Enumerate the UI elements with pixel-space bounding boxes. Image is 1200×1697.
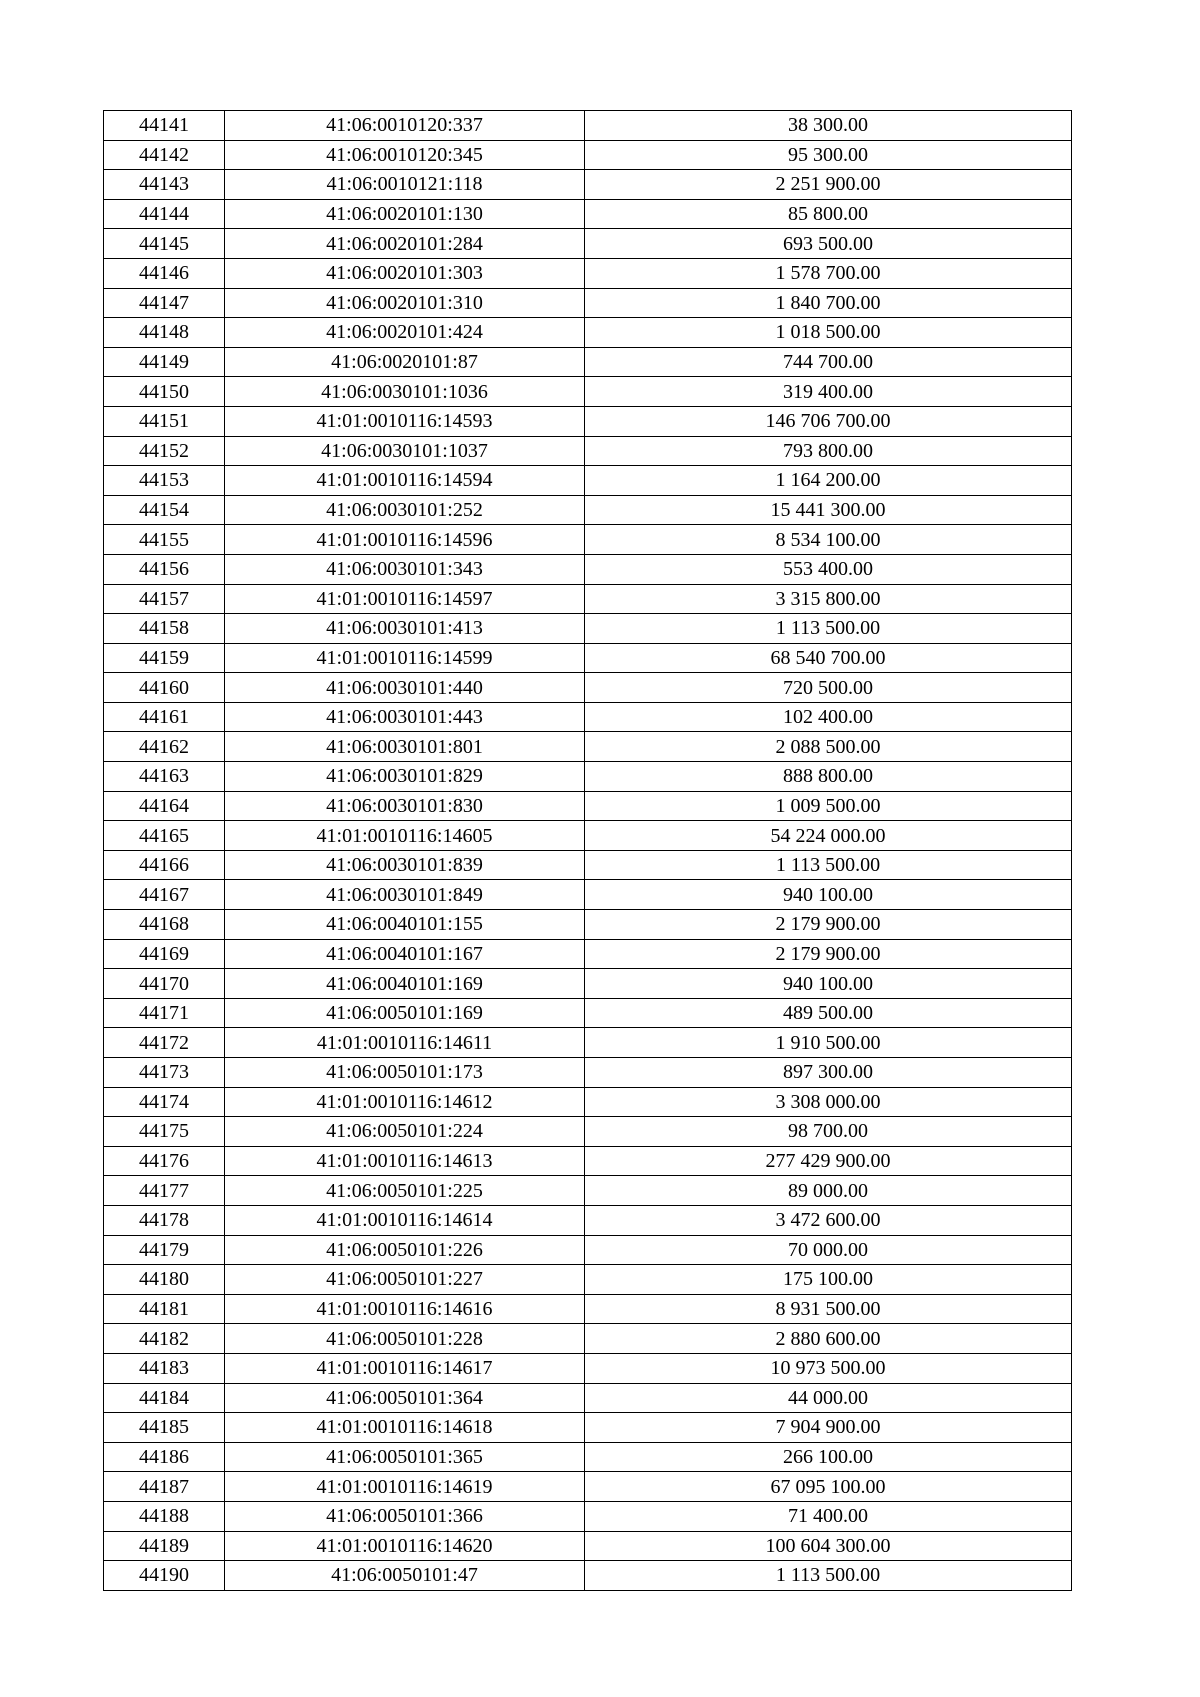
cadastral-value-cell: 7 904 900.00 xyxy=(585,1413,1072,1443)
table-row xyxy=(104,406,1072,436)
cadastral-value-cell: 44 000.00 xyxy=(585,1383,1072,1413)
row-number-cell: 44183 xyxy=(104,1353,225,1383)
cadastral-number-cell: 41:06:0040101:167 xyxy=(225,939,585,969)
cadastral-value-cell: 175 100.00 xyxy=(585,1265,1072,1295)
cadastral-number-cell: 41:06:0030101:829 xyxy=(225,762,585,792)
table-row xyxy=(104,791,1072,821)
table-row xyxy=(104,554,1072,584)
cadastral-number-cell: 41:01:0010116:14620 xyxy=(225,1531,585,1561)
table-row xyxy=(104,111,1072,141)
cadastral-number-cell: 41:01:0010116:14593 xyxy=(225,406,585,436)
table-row xyxy=(104,850,1072,880)
row-number-cell: 44157 xyxy=(104,584,225,614)
cadastral-value-cell: 1 113 500.00 xyxy=(585,614,1072,644)
cadastral-value-cell: 888 800.00 xyxy=(585,762,1072,792)
cadastral-number-cell: 41:06:0030101:440 xyxy=(225,673,585,703)
cadastral-number-cell: 41:06:0040101:155 xyxy=(225,910,585,940)
cadastral-value-cell: 2 088 500.00 xyxy=(585,732,1072,762)
table-row xyxy=(104,140,1072,170)
cadastral-number-cell: 41:01:0010116:14612 xyxy=(225,1087,585,1117)
row-number-cell: 44164 xyxy=(104,791,225,821)
cadastral-number-cell: 41:01:0010116:14594 xyxy=(225,466,585,496)
row-number-cell: 44142 xyxy=(104,140,225,170)
row-number-cell: 44172 xyxy=(104,1028,225,1058)
table-row xyxy=(104,1028,1072,1058)
cadastral-number-cell: 41:01:0010116:14619 xyxy=(225,1472,585,1502)
cadastral-number-cell: 41:06:0050101:365 xyxy=(225,1442,585,1472)
cadastral-value-cell: 2 179 900.00 xyxy=(585,910,1072,940)
row-number-cell: 44146 xyxy=(104,258,225,288)
table-row xyxy=(104,1442,1072,1472)
table-row xyxy=(104,762,1072,792)
cadastral-value-cell: 10 973 500.00 xyxy=(585,1353,1072,1383)
row-number-cell: 44148 xyxy=(104,318,225,348)
cadastral-value-cell: 720 500.00 xyxy=(585,673,1072,703)
row-number-cell: 44149 xyxy=(104,347,225,377)
cadastral-value-cell: 85 800.00 xyxy=(585,199,1072,229)
cadastral-number-cell: 41:06:0030101:849 xyxy=(225,880,585,910)
row-number-cell: 44167 xyxy=(104,880,225,910)
row-number-cell: 44176 xyxy=(104,1146,225,1176)
table-row xyxy=(104,1324,1072,1354)
cadastral-number-cell: 41:01:0010116:14596 xyxy=(225,525,585,555)
cadastral-number-cell: 41:06:0050101:227 xyxy=(225,1265,585,1295)
row-number-cell: 44190 xyxy=(104,1561,225,1591)
table-row xyxy=(104,643,1072,673)
cadastral-number-cell: 41:06:0020101:310 xyxy=(225,288,585,318)
cadastral-value-cell: 1 018 500.00 xyxy=(585,318,1072,348)
cadastral-value-cell: 1 910 500.00 xyxy=(585,1028,1072,1058)
cadastral-number-cell: 41:06:0030101:1037 xyxy=(225,436,585,466)
cadastral-value-cell: 100 604 300.00 xyxy=(585,1531,1072,1561)
table-row xyxy=(104,1205,1072,1235)
table-row xyxy=(104,1531,1072,1561)
cadastral-value-cell: 489 500.00 xyxy=(585,998,1072,1028)
row-number-cell: 44189 xyxy=(104,1531,225,1561)
cadastral-number-cell: 41:06:0030101:801 xyxy=(225,732,585,762)
table-row xyxy=(104,436,1072,466)
row-number-cell: 44181 xyxy=(104,1294,225,1324)
row-number-cell: 44141 xyxy=(104,111,225,141)
cadastral-number-cell: 41:06:0010120:345 xyxy=(225,140,585,170)
cadastral-value-cell: 2 880 600.00 xyxy=(585,1324,1072,1354)
row-number-cell: 44188 xyxy=(104,1501,225,1531)
row-number-cell: 44145 xyxy=(104,229,225,259)
cadastral-number-cell: 41:01:0010116:14613 xyxy=(225,1146,585,1176)
row-number-cell: 44151 xyxy=(104,406,225,436)
row-number-cell: 44175 xyxy=(104,1117,225,1147)
cadastral-value-cell: 1 113 500.00 xyxy=(585,850,1072,880)
cadastral-number-cell: 41:01:0010116:14618 xyxy=(225,1413,585,1443)
row-number-cell: 44155 xyxy=(104,525,225,555)
table-row xyxy=(104,998,1072,1028)
row-number-cell: 44152 xyxy=(104,436,225,466)
cadastral-number-cell: 41:06:0020101:87 xyxy=(225,347,585,377)
cadastral-value-cell: 68 540 700.00 xyxy=(585,643,1072,673)
table-row xyxy=(104,969,1072,999)
cadastral-number-cell: 41:06:0050101:47 xyxy=(225,1561,585,1591)
cadastral-value-cell: 54 224 000.00 xyxy=(585,821,1072,851)
row-number-cell: 44179 xyxy=(104,1235,225,1265)
cadastral-value-cell: 102 400.00 xyxy=(585,702,1072,732)
cadastral-number-cell: 41:06:0010120:337 xyxy=(225,111,585,141)
table-row xyxy=(104,1087,1072,1117)
cadastral-number-cell: 41:06:0010121:118 xyxy=(225,170,585,200)
table-row xyxy=(104,821,1072,851)
row-number-cell: 44182 xyxy=(104,1324,225,1354)
row-number-cell: 44154 xyxy=(104,495,225,525)
table-row xyxy=(104,1501,1072,1531)
cadastral-number-cell: 41:01:0010116:14605 xyxy=(225,821,585,851)
table-row xyxy=(104,939,1072,969)
cadastral-value-cell: 3 308 000.00 xyxy=(585,1087,1072,1117)
table-row xyxy=(104,1413,1072,1443)
table-row xyxy=(104,584,1072,614)
cadastral-value-cell: 3 315 800.00 xyxy=(585,584,1072,614)
cadastral-number-cell: 41:06:0030101:830 xyxy=(225,791,585,821)
row-number-cell: 44178 xyxy=(104,1205,225,1235)
cadastral-number-cell: 41:01:0010116:14614 xyxy=(225,1205,585,1235)
cadastral-value-cell: 1 578 700.00 xyxy=(585,258,1072,288)
cadastral-value-cell: 1 840 700.00 xyxy=(585,288,1072,318)
table-row xyxy=(104,673,1072,703)
cadastral-number-cell: 41:01:0010116:14599 xyxy=(225,643,585,673)
cadastral-number-cell: 41:06:0030101:443 xyxy=(225,702,585,732)
cadastral-value-cell: 8 534 100.00 xyxy=(585,525,1072,555)
cadastral-value-cell: 897 300.00 xyxy=(585,1058,1072,1088)
table-row xyxy=(104,1176,1072,1206)
row-number-cell: 44174 xyxy=(104,1087,225,1117)
cadastral-number-cell: 41:06:0050101:225 xyxy=(225,1176,585,1206)
cadastral-number-cell: 41:01:0010116:14617 xyxy=(225,1353,585,1383)
row-number-cell: 44166 xyxy=(104,850,225,880)
table-body xyxy=(104,111,1072,1591)
row-number-cell: 44163 xyxy=(104,762,225,792)
cadastral-value-cell: 67 095 100.00 xyxy=(585,1472,1072,1502)
cadastral-value-cell: 89 000.00 xyxy=(585,1176,1072,1206)
cadastral-number-cell: 41:01:0010116:14611 xyxy=(225,1028,585,1058)
table-row xyxy=(104,1265,1072,1295)
table-row xyxy=(104,910,1072,940)
table-row xyxy=(104,1561,1072,1591)
cadastral-value-cell: 1 113 500.00 xyxy=(585,1561,1072,1591)
table-row xyxy=(104,1294,1072,1324)
cadastral-value-cell: 940 100.00 xyxy=(585,880,1072,910)
table-row xyxy=(104,1472,1072,1502)
cadastral-value-cell: 3 472 600.00 xyxy=(585,1205,1072,1235)
cadastral-number-cell: 41:06:0030101:413 xyxy=(225,614,585,644)
table-row xyxy=(104,1235,1072,1265)
table-row xyxy=(104,732,1072,762)
row-number-cell: 44158 xyxy=(104,614,225,644)
cadastral-value-cell: 95 300.00 xyxy=(585,140,1072,170)
cadastral-number-cell: 41:06:0030101:839 xyxy=(225,850,585,880)
row-number-cell: 44187 xyxy=(104,1472,225,1502)
table-row xyxy=(104,377,1072,407)
row-number-cell: 44150 xyxy=(104,377,225,407)
cadastral-number-cell: 41:06:0020101:130 xyxy=(225,199,585,229)
row-number-cell: 44177 xyxy=(104,1176,225,1206)
cadastral-number-cell: 41:06:0050101:226 xyxy=(225,1235,585,1265)
cadastral-value-cell: 266 100.00 xyxy=(585,1442,1072,1472)
cadastral-value-cell: 693 500.00 xyxy=(585,229,1072,259)
cadastral-value-cell: 71 400.00 xyxy=(585,1501,1072,1531)
row-number-cell: 44159 xyxy=(104,643,225,673)
cadastral-number-cell: 41:06:0030101:343 xyxy=(225,554,585,584)
cadastral-number-cell: 41:06:0020101:303 xyxy=(225,258,585,288)
cadastral-value-table xyxy=(103,110,1072,1591)
table-row xyxy=(104,880,1072,910)
cadastral-value-cell: 98 700.00 xyxy=(585,1117,1072,1147)
table-row xyxy=(104,1353,1072,1383)
table-row xyxy=(104,170,1072,200)
cadastral-number-cell: 41:06:0050101:173 xyxy=(225,1058,585,1088)
table-row xyxy=(104,1146,1072,1176)
cadastral-value-cell: 8 931 500.00 xyxy=(585,1294,1072,1324)
table-row xyxy=(104,1117,1072,1147)
table-row xyxy=(104,288,1072,318)
cadastral-number-cell: 41:06:0050101:169 xyxy=(225,998,585,1028)
cadastral-number-cell: 41:06:0050101:364 xyxy=(225,1383,585,1413)
row-number-cell: 44161 xyxy=(104,702,225,732)
row-number-cell: 44165 xyxy=(104,821,225,851)
cadastral-value-cell: 793 800.00 xyxy=(585,436,1072,466)
table-row xyxy=(104,614,1072,644)
row-number-cell: 44171 xyxy=(104,998,225,1028)
cadastral-value-cell: 553 400.00 xyxy=(585,554,1072,584)
row-number-cell: 44144 xyxy=(104,199,225,229)
row-number-cell: 44143 xyxy=(104,170,225,200)
row-number-cell: 44180 xyxy=(104,1265,225,1295)
cadastral-number-cell: 41:06:0050101:228 xyxy=(225,1324,585,1354)
cadastral-number-cell: 41:06:0040101:169 xyxy=(225,969,585,999)
table-row xyxy=(104,318,1072,348)
table-row xyxy=(104,1058,1072,1088)
table-row xyxy=(104,199,1072,229)
row-number-cell: 44160 xyxy=(104,673,225,703)
cadastral-number-cell: 41:06:0030101:252 xyxy=(225,495,585,525)
row-number-cell: 44162 xyxy=(104,732,225,762)
cadastral-value-cell: 1 009 500.00 xyxy=(585,791,1072,821)
cadastral-value-cell: 319 400.00 xyxy=(585,377,1072,407)
row-number-cell: 44153 xyxy=(104,466,225,496)
row-number-cell: 44184 xyxy=(104,1383,225,1413)
cadastral-value-cell: 1 164 200.00 xyxy=(585,466,1072,496)
table-row xyxy=(104,466,1072,496)
table-row xyxy=(104,229,1072,259)
row-number-cell: 44186 xyxy=(104,1442,225,1472)
row-number-cell: 44170 xyxy=(104,969,225,999)
table-row xyxy=(104,525,1072,555)
cadastral-value-cell: 744 700.00 xyxy=(585,347,1072,377)
cadastral-number-cell: 41:06:0050101:224 xyxy=(225,1117,585,1147)
cadastral-number-cell: 41:06:0050101:366 xyxy=(225,1501,585,1531)
cadastral-number-cell: 41:01:0010116:14597 xyxy=(225,584,585,614)
cadastral-value-cell: 70 000.00 xyxy=(585,1235,1072,1265)
cadastral-number-cell: 41:06:0020101:284 xyxy=(225,229,585,259)
cadastral-value-cell: 940 100.00 xyxy=(585,969,1072,999)
cadastral-value-cell: 146 706 700.00 xyxy=(585,406,1072,436)
table-row xyxy=(104,347,1072,377)
row-number-cell: 44173 xyxy=(104,1058,225,1088)
cadastral-value-cell: 38 300.00 xyxy=(585,111,1072,141)
row-number-cell: 44156 xyxy=(104,554,225,584)
cadastral-number-cell: 41:06:0030101:1036 xyxy=(225,377,585,407)
cadastral-value-cell: 277 429 900.00 xyxy=(585,1146,1072,1176)
row-number-cell: 44169 xyxy=(104,939,225,969)
table-row xyxy=(104,1383,1072,1413)
row-number-cell: 44168 xyxy=(104,910,225,940)
table-row xyxy=(104,702,1072,732)
table-row xyxy=(104,258,1072,288)
table-row xyxy=(104,495,1072,525)
cadastral-value-cell: 15 441 300.00 xyxy=(585,495,1072,525)
cadastral-value-cell: 2 179 900.00 xyxy=(585,939,1072,969)
cadastral-number-cell: 41:06:0020101:424 xyxy=(225,318,585,348)
row-number-cell: 44185 xyxy=(104,1413,225,1443)
row-number-cell: 44147 xyxy=(104,288,225,318)
cadastral-value-cell: 2 251 900.00 xyxy=(585,170,1072,200)
cadastral-number-cell: 41:01:0010116:14616 xyxy=(225,1294,585,1324)
